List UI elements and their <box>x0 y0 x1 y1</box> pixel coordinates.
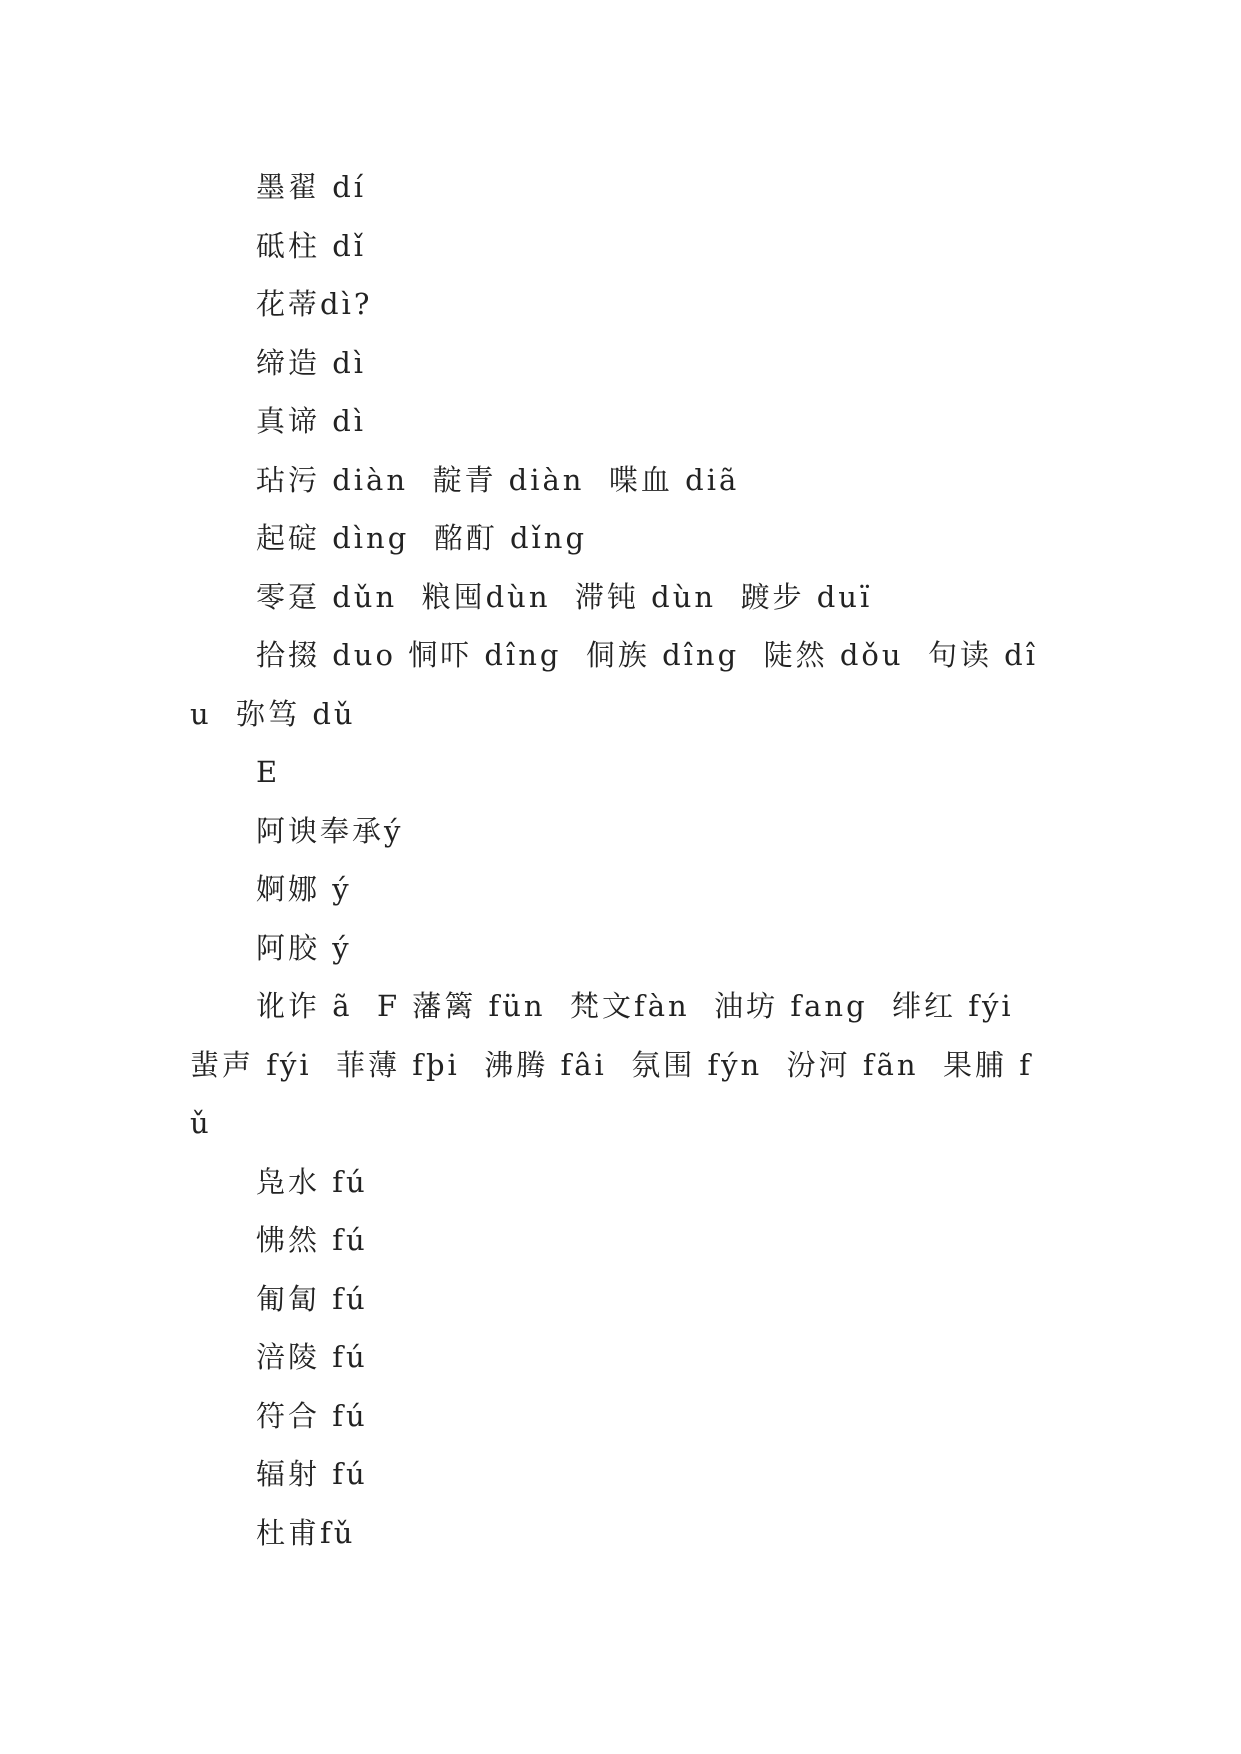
text-line: 婀娜 ý <box>256 872 352 906</box>
text-line: 花蒂dì? <box>256 287 373 321</box>
text-line: 真谛 dì <box>256 404 367 438</box>
text-line: 阿胶 ý <box>256 930 352 965</box>
text-line: 怫然 fú <box>256 1223 368 1257</box>
text-line: 玷污 diàn 靛青 diàn 喋血 diã <box>256 462 740 497</box>
text-line: 墨翟 dí <box>256 170 367 204</box>
text-paragraph: 讹诈 ã F 藩篱 fün 梵文fàn 油坊 fang 绯红 fýi 蜚声 fýi 菲薄 fþi 沸腾 fâi 氛围 fýn 汾河 fãn 果脯 fǔ <box>190 989 1039 1140</box>
text-line: 涪陵 fú <box>256 1340 368 1374</box>
text-line: 阿谀奉承ý <box>256 813 404 848</box>
text-line: 零趸 dǔn 粮囤dùn 滞钝 dùn 踱步 duï <box>256 579 873 614</box>
text-line: 起碇 dìng 酩酊 dǐng <box>256 521 588 555</box>
text-line: 符合 fú <box>256 1398 368 1433</box>
text-line: 缔造 dì <box>256 345 367 380</box>
text-line: 匍匐 fú <box>256 1281 368 1316</box>
text-line: 凫水 fú <box>256 1164 368 1199</box>
text-line: 砥柱 dǐ <box>256 228 367 263</box>
text-line: 辐射 fú <box>256 1457 368 1491</box>
text-line: 杜甫fǔ <box>256 1515 356 1550</box>
text-paragraph: 拾掇 duo 恫吓 dîng 侗族 dîng 陡然 dǒu 句读 dîu 弥笃 dǔ <box>190 638 1039 731</box>
document-body <box>190 158 1050 1562</box>
section-letter-heading: E <box>256 755 281 789</box>
